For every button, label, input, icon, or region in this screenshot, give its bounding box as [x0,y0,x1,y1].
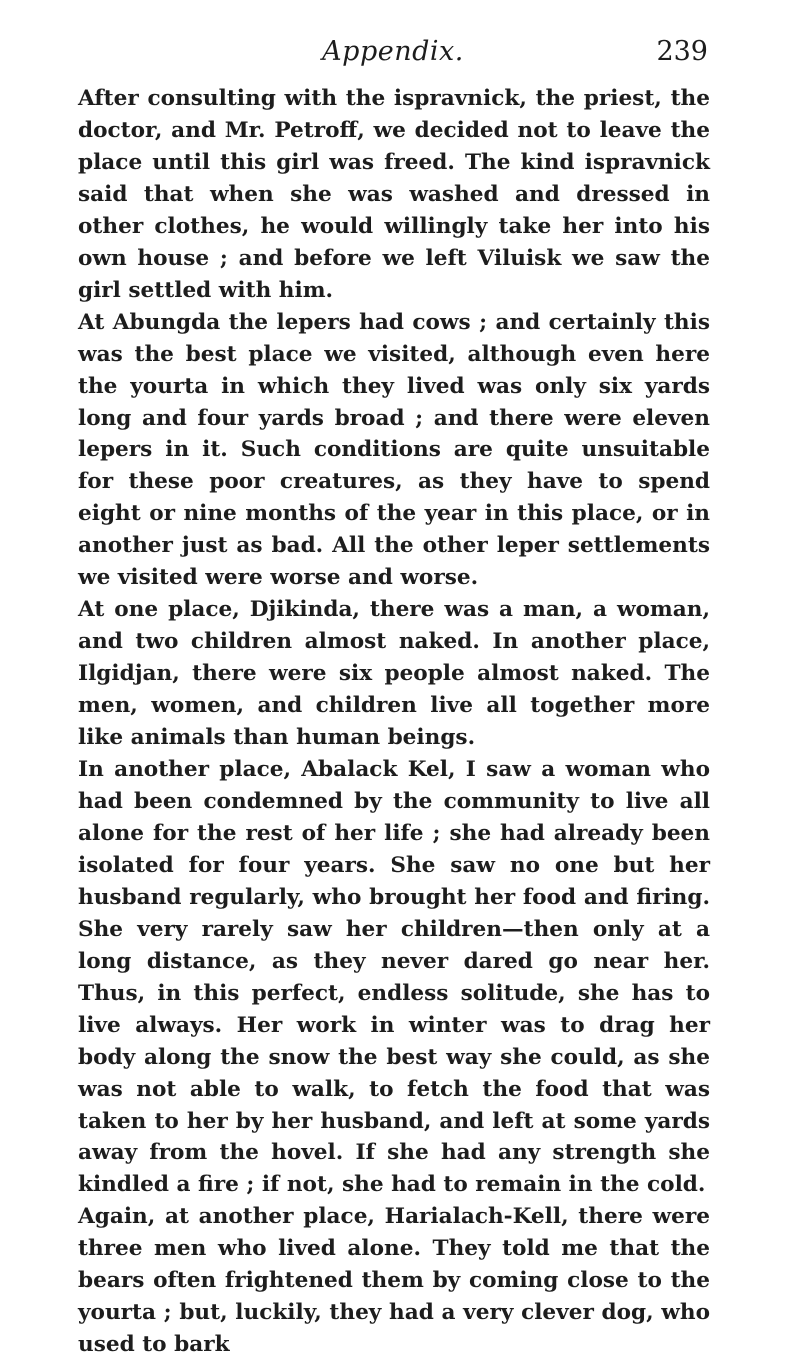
running-head [78,36,708,76]
paragraph: At Abungda the lepers had cows ; and certainly this was the best place we visited, although even here the yourta in which they lived was only six yards long and four yards broad ; and there were eleven lepers in it. Such conditions are quite unsuitable for these poor creatures, as they have to spend eight or nine months of the year in this place, or in another just as bad. All the other leper settlements we visited were worse and worse. [78,309,710,591]
paragraph: Again, at another place, Harialach-Kell, there were three men who lived alone. They told me that the bears often frightened them by coming close to the yourta ; but, luckily, they had a very clever dog, who used to bark [78,1204,710,1358]
paragraph: After consulting with the ispravnick, the priest, the doctor, and Mr. Petroff, we decided not to leave the place until this girl was freed. The kind ispravnick said that when she was washed and dressed in other clothes, he would willingly take her into his own house ; and before we left Viluisk we saw the girl settled with him. [78,86,710,303]
paragraph: In another place, Abalack Kel, I saw a woman who had been condemned by the community to live all alone for the rest of her life ; she had already been isolated for four years. She saw no one but her husband regularly, who brought her food and firing. She very rarely saw her children—then only at a long distance, as they never dared go near her. Thus, in this perfect, endless solitude, she has to live always. Her work in winter was to drag her body along the snow the best way she could, as she was not able to walk, to fetch the food that was taken to her by her husband, and left at some yards away from the hovel. If she had any strength she kindled a fire ; if not, she had to remain in the cold. [78,757,710,1198]
paragraph: At one place, Djikinda, there was a man, a woman, and two children almost naked. In another place, Ilgidjan, there were six people almost naked. The men, women, and children live all together more like animals than human beings. [78,597,710,751]
body-text [78,83,710,1361]
running-title: Appendix. [322,36,464,67]
page-number: 239 [656,36,708,67]
